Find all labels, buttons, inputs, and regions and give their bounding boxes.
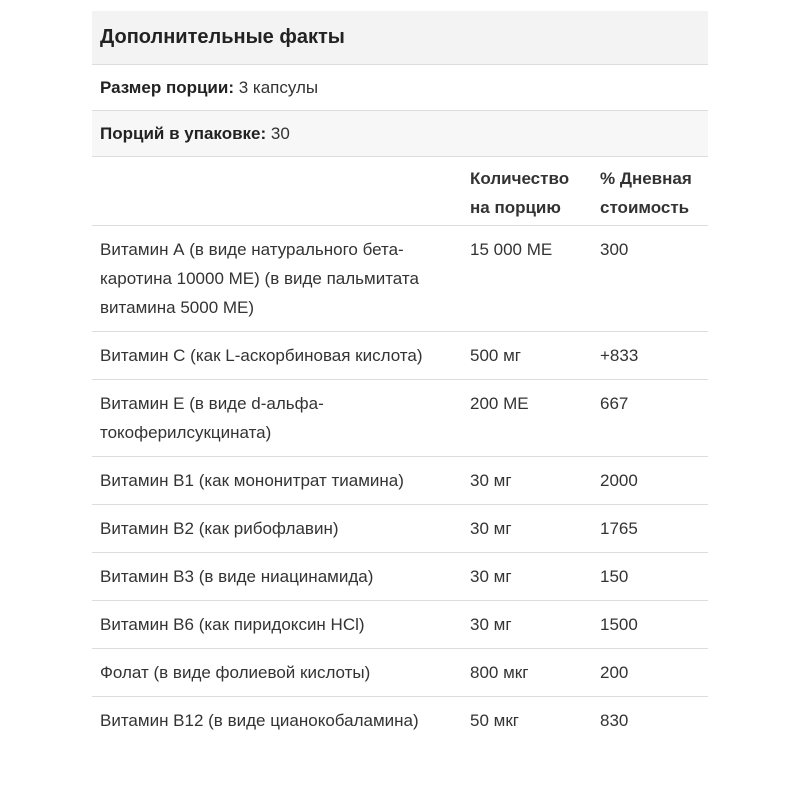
- nutrient-daily-value: 667: [592, 380, 708, 457]
- nutrient-name: Витамин Е (в виде d-альфа-токоферилсукцината): [92, 380, 462, 457]
- nutrient-daily-value: 2000: [592, 457, 708, 505]
- nutrient-amount: 50 мкг: [470, 711, 519, 730]
- nutrient-row: [92, 332, 708, 380]
- nutrient-rows: [92, 226, 708, 745]
- serving-size-label: Размер порции:: [100, 78, 234, 97]
- nutrient-amount: 30 мг: [462, 553, 592, 601]
- nutrient-amount: 15 000 МЕ: [462, 226, 592, 332]
- nutrient-name: Витамин B12 (в виде цианокобаламина): [100, 711, 419, 730]
- nutrient-amount: 30 мг: [462, 601, 592, 649]
- supplement-facts-table: [92, 11, 708, 744]
- nutrient-amount: 200 МЕ: [462, 380, 592, 457]
- nutrient-name: Витамин B3 (в виде ниацинамида): [92, 553, 462, 601]
- nutrient-row: [92, 649, 708, 697]
- amount-header: [462, 157, 592, 226]
- nutrient-name: Фолат (в виде фолиевой кислоты): [92, 649, 462, 697]
- nutrient-row: [92, 380, 708, 457]
- nutrient-daily-value: +833: [592, 332, 708, 380]
- column-header-row: [92, 157, 708, 226]
- nutrient-name: Витамин В2 (как рибофлавин): [92, 505, 462, 553]
- nutrient-daily-value: 1765: [592, 505, 708, 553]
- nutrient-row: [92, 553, 708, 601]
- serving-size-row: [92, 65, 708, 111]
- nutrient-amount: 30 мг: [462, 505, 592, 553]
- servings-per-container-row: [92, 111, 708, 157]
- nutrient-daily-value: 300: [592, 226, 708, 332]
- daily-value-header-line1: % Дневная: [600, 169, 692, 188]
- header-empty-cell: [92, 157, 462, 226]
- servings-per-container-label: Порций в упаковке:: [100, 124, 267, 143]
- amount-header-line1: Количество: [470, 169, 570, 188]
- nutrient-name: Витамин А (в виде натурального бета-каротина 10000 МЕ) (в виде пальмитата витамина 5000 МЕ): [92, 226, 462, 332]
- nutrient-daily-value: 830: [600, 711, 629, 730]
- title-row: [92, 11, 708, 65]
- daily-value-header-line2: стоимость: [600, 198, 690, 217]
- panel-title: Дополнительные факты: [92, 11, 708, 65]
- nutrient-row: [92, 457, 708, 505]
- amount-header-line2: на порцию: [470, 198, 561, 217]
- daily-value-header: [592, 157, 708, 226]
- nutrient-amount: 800 мкг: [462, 649, 592, 697]
- nutrient-row: [92, 697, 708, 745]
- nutrient-amount: 500 мг: [462, 332, 592, 380]
- nutrient-row: [92, 226, 708, 332]
- nutrient-row: [92, 505, 708, 553]
- nutrient-amount: 30 мг: [462, 457, 592, 505]
- nutrient-name: Витамин С (как L-аскорбиновая кислота): [92, 332, 462, 380]
- supplement-facts-panel: [92, 11, 708, 744]
- nutrient-name: Витамин B6 (как пиридоксин HCl): [92, 601, 462, 649]
- nutrient-daily-value: 1500: [592, 601, 708, 649]
- nutrient-daily-value: 200: [592, 649, 708, 697]
- nutrient-row: [92, 601, 708, 649]
- serving-size-value: 3 капсулы: [234, 78, 319, 97]
- nutrient-daily-value: 150: [592, 553, 708, 601]
- nutrient-name: Витамин B1 (как мононитрат тиамина): [92, 457, 462, 505]
- servings-per-container-value: 30: [266, 124, 290, 143]
